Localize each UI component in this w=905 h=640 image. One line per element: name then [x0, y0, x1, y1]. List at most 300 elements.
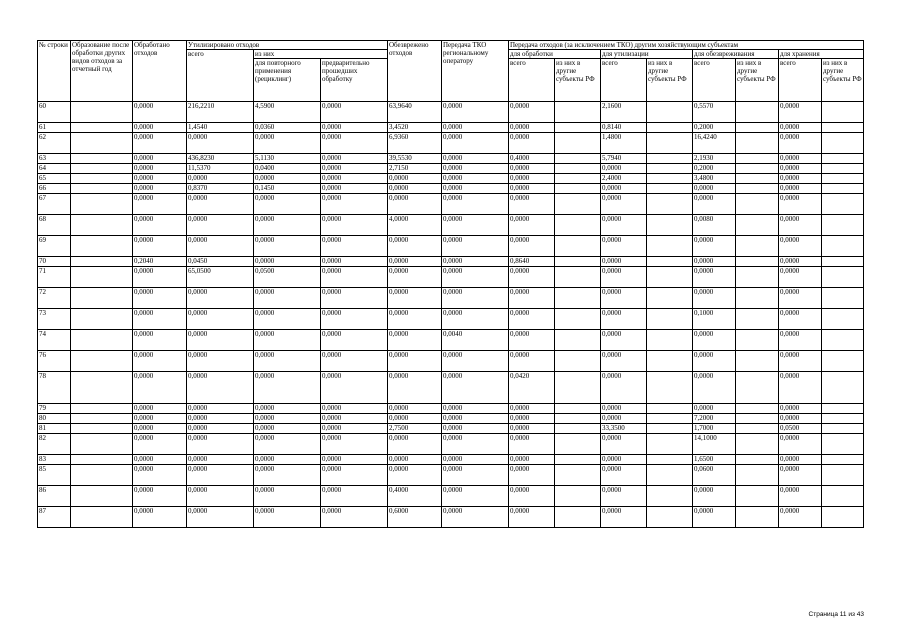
table-cell: 0,0000 [693, 404, 736, 414]
table-cell: 0,0000 [321, 102, 388, 123]
table-cell: 0,0000 [133, 215, 187, 236]
table-cell: 0,0000 [254, 174, 321, 184]
table-cell [555, 486, 601, 507]
table-cell [647, 424, 693, 434]
table-cell: 0,0000 [321, 414, 388, 424]
table-cell: 0,0400 [254, 164, 321, 174]
table-cell: 4,5900 [254, 102, 321, 123]
row-number-cell: 72 [38, 288, 71, 309]
table-cell: 0,0000 [601, 257, 647, 267]
table-cell [71, 414, 133, 424]
table-cell [71, 123, 133, 133]
table-cell: 0,0000 [509, 164, 555, 174]
table-cell: 0,0000 [133, 309, 187, 330]
table-cell [647, 267, 693, 288]
header-transfer-other: Передача отходов (за исключением ТКО) другим хозяйствующим субъектам [509, 41, 864, 50]
table-cell: 0,0000 [442, 123, 509, 133]
table-cell: 0,0000 [693, 372, 736, 404]
table-cell: 0,0000 [509, 351, 555, 372]
table-body [38, 102, 864, 528]
row-number-cell: 81 [38, 424, 71, 434]
table-cell: 0,0000 [779, 351, 822, 372]
table-cell [736, 424, 779, 434]
table-cell: 0,0000 [133, 465, 187, 486]
table-cell: 0,0000 [693, 507, 736, 528]
table-cell: 0,0000 [601, 236, 647, 257]
table-cell [647, 154, 693, 164]
table-cell: 0,0000 [388, 236, 442, 257]
table-row [38, 465, 864, 486]
table-cell: 0,2040 [133, 257, 187, 267]
table-row [38, 434, 864, 455]
row-number-cell: 82 [38, 434, 71, 455]
table-cell: 0,0000 [254, 330, 321, 351]
table-cell: 0,0000 [254, 424, 321, 434]
table-cell [555, 434, 601, 455]
table-cell: 0,0000 [509, 194, 555, 215]
table-cell: 0,0000 [187, 424, 254, 434]
table-cell [822, 414, 864, 424]
table-cell: 0,1000 [693, 309, 736, 330]
table-cell: 0,0000 [442, 372, 509, 404]
table-cell: 0,0000 [133, 486, 187, 507]
table-cell: 0,0000 [442, 288, 509, 309]
table-cell: 0,0000 [187, 330, 254, 351]
table-cell: 0,0000 [254, 455, 321, 465]
table-cell [736, 404, 779, 414]
table-cell [71, 174, 133, 184]
table-cell: 0,0000 [133, 455, 187, 465]
table-cell: 0,0000 [601, 164, 647, 174]
table-row [38, 215, 864, 236]
table-cell: 0,0000 [509, 404, 555, 414]
table-cell [71, 465, 133, 486]
table-cell: 0,0000 [321, 424, 388, 434]
table-cell [71, 236, 133, 257]
table-cell: 0,0000 [601, 351, 647, 372]
table-cell [736, 372, 779, 404]
header-neutralization-total: всего [693, 59, 736, 102]
table-row [38, 330, 864, 351]
table-cell [822, 257, 864, 267]
table-cell [71, 486, 133, 507]
table-cell [555, 465, 601, 486]
table-row [38, 164, 864, 174]
table-row [38, 174, 864, 184]
table-cell: 0,0000 [779, 404, 822, 414]
table-cell: 0,0000 [779, 414, 822, 424]
table-cell: 0,0000 [442, 507, 509, 528]
table-cell: 0,0000 [779, 236, 822, 257]
row-number-cell: 71 [38, 267, 71, 288]
table-cell [822, 351, 864, 372]
table-cell: 0,0000 [321, 133, 388, 154]
table-cell [736, 414, 779, 424]
table-row [38, 455, 864, 465]
row-number-cell: 63 [38, 154, 71, 164]
table-cell: 0,0000 [388, 184, 442, 194]
table-cell [822, 123, 864, 133]
table-cell: 0,0000 [779, 133, 822, 154]
table-cell [555, 414, 601, 424]
table-cell: 0,0000 [693, 194, 736, 215]
table-row [38, 351, 864, 372]
header-formed: Образование после обработки других видов отходов за отчетный год [71, 41, 133, 102]
table-cell: 1,6500 [693, 455, 736, 465]
table-cell: 0,0000 [388, 174, 442, 184]
table-row [38, 133, 864, 154]
row-number-cell: 86 [38, 486, 71, 507]
table-cell: 0,0000 [601, 194, 647, 215]
table-cell: 0,0000 [133, 330, 187, 351]
header-utilization-other-subjects: из них в другие субъекты РФ [647, 59, 693, 102]
row-number-cell: 79 [38, 404, 71, 414]
table-cell [736, 154, 779, 164]
table-cell [822, 507, 864, 528]
table-cell: 0,0000 [133, 267, 187, 288]
table-cell: 0,0000 [321, 465, 388, 486]
table-cell: 0,0000 [321, 154, 388, 164]
row-number-cell: 87 [38, 507, 71, 528]
table-cell [555, 133, 601, 154]
table-cell [647, 465, 693, 486]
table-cell [822, 267, 864, 288]
table-cell: 0,0000 [388, 257, 442, 267]
table-cell: 0,0000 [442, 215, 509, 236]
table-cell: 0,0000 [442, 133, 509, 154]
table-cell [555, 288, 601, 309]
row-number-cell: 68 [38, 215, 71, 236]
table-cell: 0,0000 [254, 414, 321, 424]
table-cell [555, 164, 601, 174]
table-cell [736, 174, 779, 184]
table-cell: 0,0000 [779, 267, 822, 288]
table-cell: 0,0000 [779, 257, 822, 267]
table-cell [647, 102, 693, 123]
table-cell: 0,0600 [693, 465, 736, 486]
table-cell: 0,0000 [254, 404, 321, 414]
table-cell [71, 257, 133, 267]
row-number-cell: 62 [38, 133, 71, 154]
table-row [38, 424, 864, 434]
table-cell: 0,8640 [509, 257, 555, 267]
table-cell: 0,0000 [321, 455, 388, 465]
table-cell: 0,0000 [509, 486, 555, 507]
table-cell: 0,0000 [187, 174, 254, 184]
table-cell [71, 154, 133, 164]
table-cell [736, 267, 779, 288]
table-cell [822, 236, 864, 257]
table-cell: 33,3500 [601, 424, 647, 434]
table-cell: 0,0000 [321, 330, 388, 351]
table-cell: 0,0000 [254, 434, 321, 455]
table-cell: 0,0000 [388, 455, 442, 465]
table-cell: 0,0500 [779, 424, 822, 434]
table-cell: 0,0000 [388, 404, 442, 414]
header-row-number: № строки [38, 41, 71, 102]
table-cell [822, 330, 864, 351]
table-cell: 0,0000 [187, 486, 254, 507]
table-cell [736, 465, 779, 486]
table-cell [736, 164, 779, 174]
table-cell: 0,0000 [442, 184, 509, 194]
table-cell: 39,5530 [388, 154, 442, 164]
table-cell [822, 434, 864, 455]
table-cell [822, 174, 864, 184]
table-cell: 0,0000 [601, 330, 647, 351]
table-cell: 0,0000 [601, 507, 647, 528]
table-cell: 7,2000 [693, 414, 736, 424]
table-row [38, 372, 864, 404]
table-cell: 0,0000 [442, 404, 509, 414]
table-cell [647, 236, 693, 257]
table-cell: 0,0000 [254, 486, 321, 507]
table-cell: 0,0000 [442, 424, 509, 434]
table-cell: 0,0000 [779, 330, 822, 351]
table-cell [555, 507, 601, 528]
table-cell: 0,0000 [693, 330, 736, 351]
row-number-cell: 73 [38, 309, 71, 330]
table-cell [822, 288, 864, 309]
table-cell [822, 404, 864, 414]
table-cell: 14,1000 [693, 434, 736, 455]
table-cell [822, 465, 864, 486]
row-number-cell: 78 [38, 372, 71, 404]
table-row [38, 486, 864, 507]
header-processing-other-subjects: из них в другие субъекты РФ [555, 59, 601, 102]
table-cell: 0,0000 [779, 123, 822, 133]
table-cell: 0,0000 [779, 309, 822, 330]
table-cell [555, 154, 601, 164]
table-cell: 0,0000 [133, 434, 187, 455]
table-cell [822, 309, 864, 330]
table-cell [555, 309, 601, 330]
table-cell: 0,0000 [133, 164, 187, 174]
table-row [38, 102, 864, 123]
table-cell [71, 184, 133, 194]
table-cell: 0,4000 [509, 154, 555, 164]
table-cell [555, 330, 601, 351]
table-cell: 216,2210 [187, 102, 254, 123]
header-utilized: Утилизировано отходов [187, 41, 388, 50]
table-cell: 0,0000 [779, 164, 822, 174]
table-cell: 0,0000 [509, 267, 555, 288]
row-number-cell: 76 [38, 351, 71, 372]
header-for-utilization: для утилизации [601, 50, 693, 59]
table-cell: 0,0000 [693, 184, 736, 194]
table-cell [736, 351, 779, 372]
table-cell [736, 133, 779, 154]
table-cell: 0,0000 [779, 288, 822, 309]
table-cell: 0,0000 [133, 404, 187, 414]
table-cell: 0,0000 [442, 309, 509, 330]
table-cell: 1,7000 [693, 424, 736, 434]
table-cell: 0,0000 [509, 465, 555, 486]
table-cell [647, 215, 693, 236]
table-cell [822, 486, 864, 507]
table-cell [647, 330, 693, 351]
table-cell [647, 309, 693, 330]
table-cell [822, 154, 864, 164]
header-reuse: для повторного применения (рециклинг) [254, 59, 321, 102]
table-cell: 0,0000 [779, 372, 822, 404]
table-cell: 0,0000 [601, 404, 647, 414]
table-cell [822, 194, 864, 215]
header-utilized-of-them: из них [254, 50, 388, 59]
table-cell [71, 404, 133, 414]
table-cell: 0,0000 [509, 507, 555, 528]
table-cell [71, 455, 133, 465]
table-cell: 0,0000 [601, 184, 647, 194]
table-cell: 2,4000 [601, 174, 647, 184]
table-cell: 0,4000 [388, 486, 442, 507]
row-number-cell: 69 [38, 236, 71, 257]
table-cell: 0,0000 [187, 351, 254, 372]
table-cell: 1,4800 [601, 133, 647, 154]
table-cell: 0,0000 [388, 194, 442, 215]
table-cell [71, 133, 133, 154]
table-cell [736, 309, 779, 330]
table-cell [822, 215, 864, 236]
table-row [38, 194, 864, 215]
table-cell: 0,0000 [779, 215, 822, 236]
table-cell: 0,0000 [693, 486, 736, 507]
table-cell: 0,0000 [254, 288, 321, 309]
table-cell: 0,0000 [133, 154, 187, 164]
table-cell: 0,0000 [254, 309, 321, 330]
page-number: Страница 11 из 43 [808, 611, 864, 618]
header-utilization-total: всего [601, 59, 647, 102]
table-cell [555, 102, 601, 123]
table-cell: 0,0000 [601, 414, 647, 424]
header-storage-other-subjects: из них в другие субъекты РФ [822, 59, 864, 102]
table-row [38, 309, 864, 330]
table-cell: 0,0000 [187, 215, 254, 236]
table-cell: 16,4240 [693, 133, 736, 154]
table-cell: 0,0000 [187, 194, 254, 215]
table-cell: 0,0000 [133, 372, 187, 404]
table-cell: 0,0000 [779, 174, 822, 184]
table-cell: 0,0000 [321, 288, 388, 309]
table-cell: 0,0000 [388, 309, 442, 330]
table-cell: 0,0000 [254, 133, 321, 154]
table-cell: 0,0040 [442, 330, 509, 351]
row-number-cell: 83 [38, 455, 71, 465]
table-cell: 0,0000 [509, 434, 555, 455]
table-cell: 2,7500 [388, 424, 442, 434]
table-cell [71, 267, 133, 288]
table-cell: 0,0000 [509, 330, 555, 351]
table-cell [555, 174, 601, 184]
row-number-cell: 64 [38, 164, 71, 174]
table-cell [647, 257, 693, 267]
table-cell: 0,0000 [388, 465, 442, 486]
table-row [38, 507, 864, 528]
table-cell: 0,0000 [388, 372, 442, 404]
table-cell: 0,0000 [693, 267, 736, 288]
table-cell [736, 215, 779, 236]
table-cell: 0,8370 [187, 184, 254, 194]
table-cell [647, 351, 693, 372]
table-cell [647, 414, 693, 424]
table-cell [71, 424, 133, 434]
table-cell: 0,0000 [388, 434, 442, 455]
table-cell [736, 123, 779, 133]
header-for-processing: для обработки [509, 50, 601, 59]
table-cell [647, 133, 693, 154]
table-cell [647, 486, 693, 507]
table-cell: 0,0000 [321, 174, 388, 184]
table-cell: 0,0000 [133, 174, 187, 184]
table-cell: 0,0000 [779, 184, 822, 194]
table-cell [647, 123, 693, 133]
table-cell: 0,0000 [509, 455, 555, 465]
table-cell: 0,0000 [187, 507, 254, 528]
table-cell: 0,0000 [187, 288, 254, 309]
table-cell [555, 236, 601, 257]
table-cell: 3,4800 [693, 174, 736, 184]
table-cell: 0,0000 [442, 257, 509, 267]
table-cell [736, 194, 779, 215]
table-cell [71, 215, 133, 236]
table-cell: 0,0000 [601, 434, 647, 455]
table-cell: 0,0000 [321, 434, 388, 455]
table-cell: 0,0000 [693, 257, 736, 267]
table-cell [822, 102, 864, 123]
table-cell [555, 351, 601, 372]
table-cell [555, 215, 601, 236]
table-cell: 0,0000 [509, 414, 555, 424]
table-cell: 0,0000 [779, 154, 822, 164]
table-cell: 4,0000 [388, 215, 442, 236]
table-cell: 0,0000 [321, 486, 388, 507]
table-cell: 0,0000 [693, 351, 736, 372]
table-cell: 0,0080 [693, 215, 736, 236]
table-cell: 0,0000 [321, 164, 388, 174]
table-cell: 6,9360 [388, 133, 442, 154]
table-cell: 0,0420 [509, 372, 555, 404]
table-cell: 63,9640 [388, 102, 442, 123]
table-cell: 0,0000 [187, 309, 254, 330]
table-cell: 436,8230 [187, 154, 254, 164]
table-cell: 0,0000 [442, 434, 509, 455]
table-cell: 2,7150 [388, 164, 442, 174]
table-cell [71, 372, 133, 404]
table-cell: 0,0000 [187, 455, 254, 465]
table-cell: 0,6000 [388, 507, 442, 528]
table-cell [71, 102, 133, 123]
table-cell [555, 372, 601, 404]
header-storage-total: всего [779, 59, 822, 102]
table-cell: 0,0000 [509, 215, 555, 236]
table-cell: 0,0000 [442, 236, 509, 257]
table-cell: 0,0000 [133, 133, 187, 154]
table-cell [822, 133, 864, 154]
table-cell [71, 164, 133, 174]
table-cell: 0,0000 [601, 455, 647, 465]
table-cell: 0,0000 [187, 133, 254, 154]
header-tko-transfer: Передача ТКО региональному оператору [442, 41, 509, 102]
table-cell [647, 174, 693, 184]
table-cell: 0,0000 [321, 404, 388, 414]
header-processed: Обработано отходов [133, 41, 187, 102]
table-cell: 0,0000 [254, 465, 321, 486]
table-cell [71, 434, 133, 455]
table-cell: 0,0000 [779, 507, 822, 528]
table-cell: 0,0000 [321, 351, 388, 372]
table-cell: 0,0000 [254, 372, 321, 404]
table-cell: 2,1930 [693, 154, 736, 164]
